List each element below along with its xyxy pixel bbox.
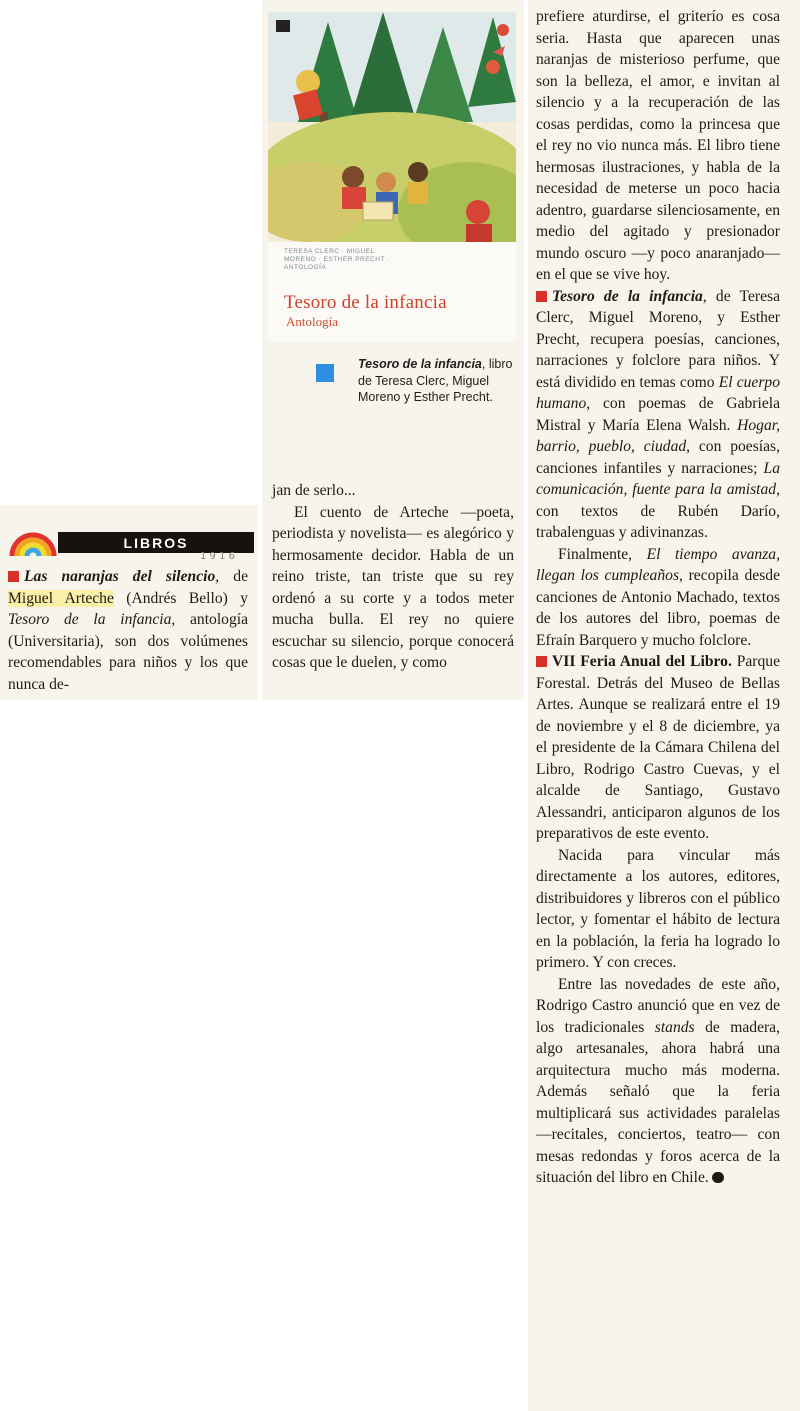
red-bullet-icon [8,571,19,582]
book-cover-image [268,12,516,342]
handwritten-note: 1 9 1 6 [200,551,235,562]
caption-square-icon [316,364,334,382]
rainbow-icon [8,510,58,560]
paragraph-finalmente: Finalmente, El tiempo avanza, llegan los cumpleaños, recopila desde canciones de Antonio Machado, textos de los autores del libro, poemas de Efraín Barquero y mucho folclore. [536,545,780,649]
paragraph-nacida: Nacida para vincular más directamente a los autores, editores, distribuidores y libreros con el público lector, y fomentar el hábito de lectura en la población, la feria ha logrado lo primero. Y con creces. [536,846,780,971]
paragraph-feria: VII Feria Anual del Libro. Parque Forestal. Detrás del Museo de Bellas Artes. Aunque se realizará entre el 19 de noviembre y el 8 de diciembre, ya el presidente de la Cámara Chilena del Libro, Rodrigo Castro Cuevas, y el alcalde de Santiago, Gustavo Alessandri, anticiparon algunos de los preparativos de este evento. [536,653,780,842]
cover-subtitle: Antología [286,314,338,329]
paragraph-naranjas-cont: prefiere aturdirse, el griterío es cosa seria. Hasta que aparecen unas naranjas de misterioso perfume, que son la belleza, el amor, e invitan al silencio y a la recuperación de las cosas perdidas, como la princesa que el rey no vio nunca más. El libro tiene hermosas ilustraciones, y habla de la necesidad de meterse un poco hacia adentro, guardarse silenciosamente, en medio del agitado y presionador mundo oscuro —y poco anaranjado— en el que se vive hoy. [536,8,780,283]
paragraph-continued: jan de serlo... [272,482,356,499]
paragraph-intro: Las naranjas del silencio, de Miguel Arteche (Andrés Bello) y Tesoro de la infancia, antología (Universitaria), son dos volúmenes recomendables para niños y los que nunca de- [8,568,249,693]
paragraph-tesoro: Tesoro de la infancia, de Teresa Clerc, Miguel Moreno, y Esther Precht, recupera poesías, canciones, narraciones y folclore para niños. Y está dividido en temas como El cuerpo humano, con poemas de Gabriela Mistral y María Elena Walsh. Hogar, barrio, pueblo, ciudad, con poesías, canciones infantiles y narraciones; La comunicación, fuente para la amistad, con textos de Rubén Darío, trabalenguas y adivinanzas. [536,287,781,541]
column-right [536,6,780,1189]
paragraph-arteche: El cuento de Arteche —poeta, periodista y novelista— es alegórico y hermosamente decidor. Habla de un reino triste, tan triste que su rey ordenó a su corte y a todos meter mucha bulla. El rey no quiere escuchar su silencio, porque conocerá cosas que le duelen, y como [272,503,514,671]
column-middle [272,480,514,674]
caption-text: , libro de Teresa Clerc, Miguel Moreno y Esther Precht. [358,357,513,404]
section-title: LIBROS [58,532,254,553]
cover-caption [358,356,518,406]
red-bullet-icon [536,656,547,667]
cover-title: Tesoro de la infancia [284,292,447,313]
end-mark-icon [712,1172,724,1183]
caption-title: Tesoro de la infancia [358,357,482,371]
column-left [8,566,248,695]
red-bullet-icon [536,291,547,302]
paragraph-novedades: Entre las novedades de este año, Rodrigo Castro anunció que en vez de los tradicionales stands de madera, algo artesanales, ahora habrá una arquitectura mucho más moderna. Además señaló que la feria multiplicará sus actividades paralelas —recitales, conciertos, teatro— con mesas redondas y foros acerca de la situación del libro en Chile. [536,975,780,1186]
cover-credits: TERESA CLERC · MIGUEL MORENO · ESTHER PRECHT · ANTOLOGÍA [284,248,390,271]
